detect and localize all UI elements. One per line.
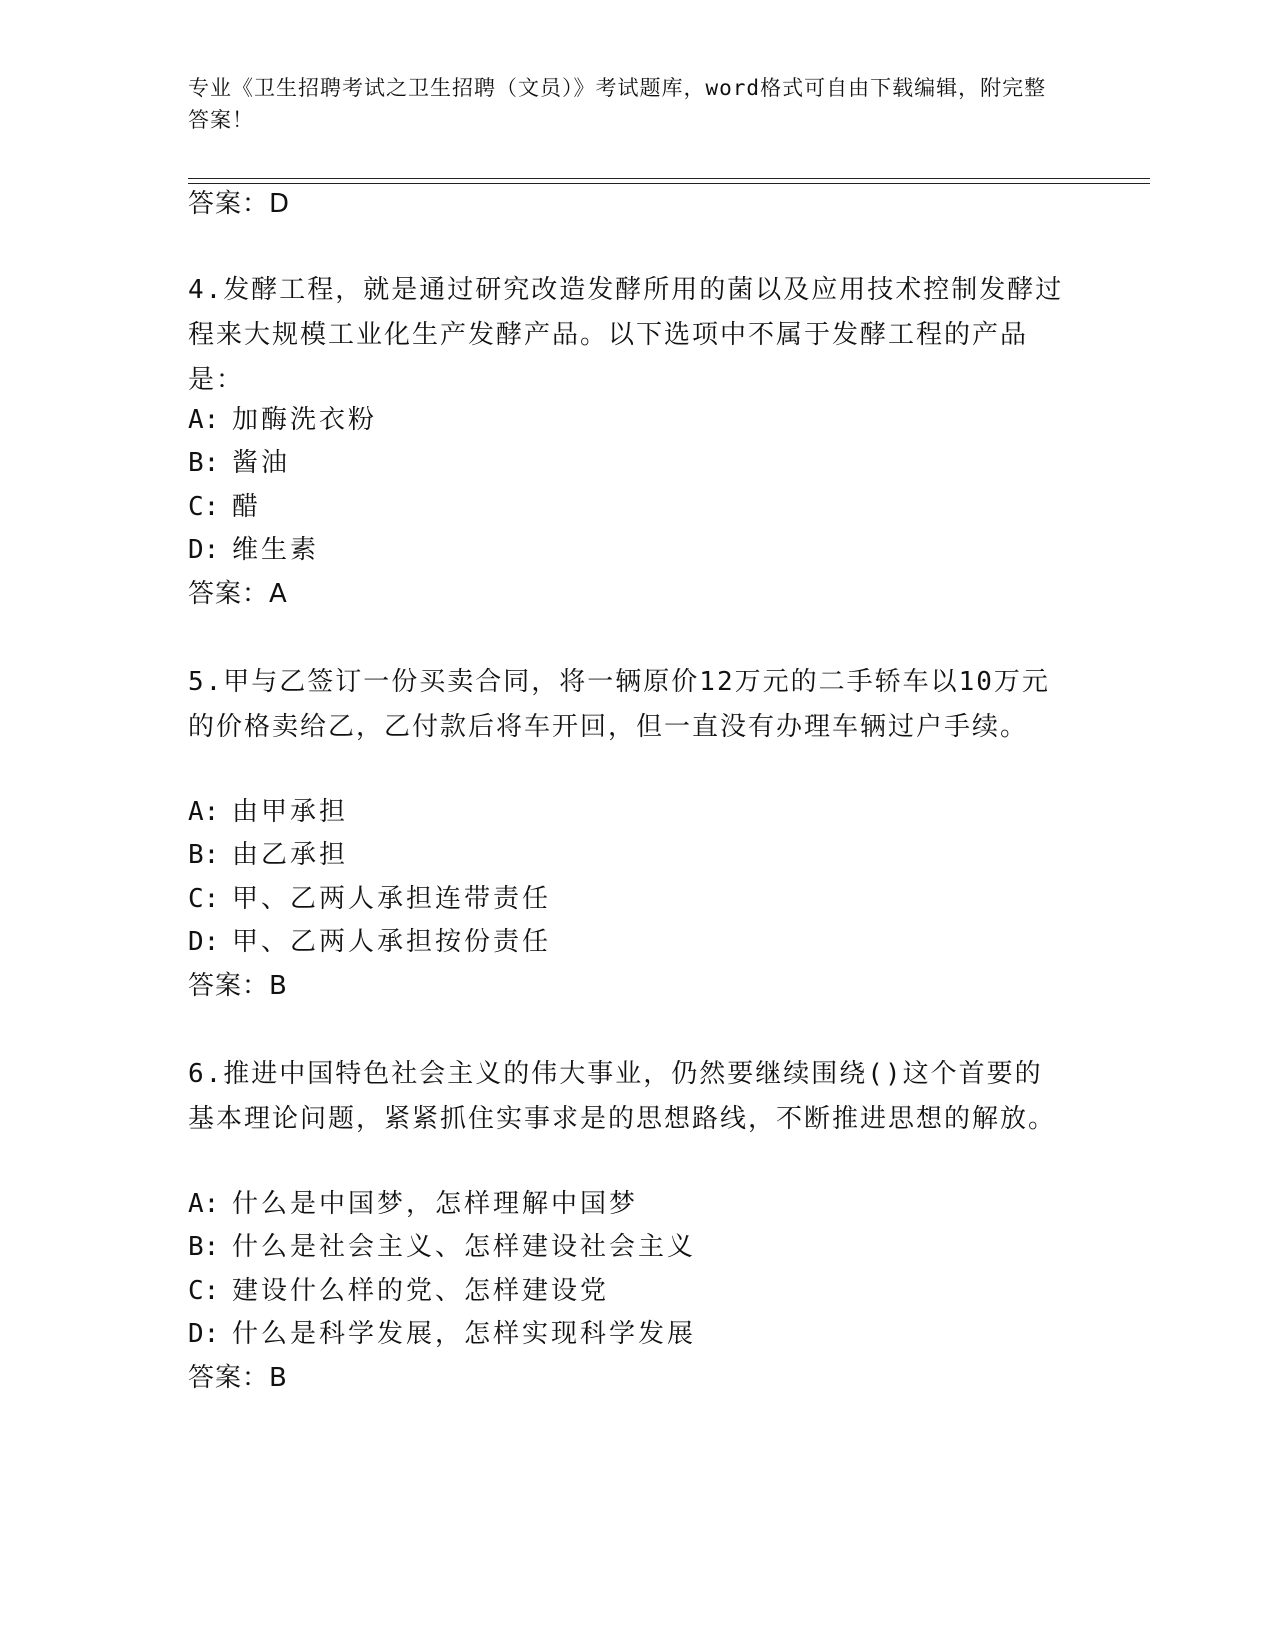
option-letter: B: (188, 840, 220, 870)
header-rule-top (188, 178, 1150, 179)
option-text: 什么是社会主义、怎样建设社会主义 (232, 1232, 697, 1262)
option-letter: B: (188, 1232, 220, 1262)
answer-line-prev (188, 186, 290, 222)
answer-label: 答案： (188, 189, 270, 219)
option-4a (188, 402, 377, 438)
answer-value: B (269, 1363, 288, 1393)
question-stem-4: 4.发酵工程，就是通过研究改造发酵所用的菌以及应用技术控制发酵过程来大规模工业化生产发酵产品。以下选项中不属于发酵工程的产品是： (188, 275, 1064, 395)
option-letter: A: (188, 405, 220, 435)
option-5d (188, 924, 551, 960)
answer-label: 答案： (188, 579, 270, 609)
option-6c (188, 1273, 609, 1309)
option-letter: A: (188, 1189, 220, 1219)
option-letter: A: (188, 797, 220, 827)
option-4b (188, 445, 290, 481)
option-letter: C: (188, 884, 220, 914)
option-4c (188, 489, 261, 525)
option-text: 由甲承担 (232, 797, 349, 827)
option-text: 甲、乙两人承担连带责任 (232, 884, 552, 914)
answer-line-6 (188, 1360, 288, 1396)
answer-line-4 (188, 576, 288, 612)
option-text: 甲、乙两人承担按份责任 (232, 927, 552, 957)
answer-value: A (269, 579, 288, 609)
option-text: 醋 (232, 492, 262, 522)
answer-label: 答案： (188, 971, 270, 1001)
option-text: 由乙承担 (232, 840, 349, 870)
answer-label: 答案： (188, 1363, 270, 1393)
option-letter: B: (188, 448, 220, 478)
option-6a (188, 1186, 638, 1222)
option-text: 维生素 (232, 535, 320, 565)
option-6b (188, 1229, 696, 1265)
document-header: 专业《卫生招聘考试之卫生招聘（文员）》考试题库，word格式可自由下载编辑，附完整答案！ (188, 76, 1047, 132)
option-letter: D: (188, 535, 220, 565)
answer-line-5 (188, 968, 288, 1004)
option-letter: C: (188, 1276, 220, 1306)
header-rule-bottom (188, 183, 1150, 184)
question-stem-5: 5.甲与乙签订一份买卖合同，将一辆原价12万元的二手轿车以10万元的价格卖给乙，乙付款后将车开回，但一直没有办理车辆过户手续。 (188, 667, 1050, 742)
question-stem-6: 6.推进中国特色社会主义的伟大事业，仍然要继续围绕()这个首要的基本理论问题，紧紧抓住实事求是的思想路线，不断推进思想的解放。 (188, 1059, 1057, 1134)
option-4d (188, 532, 319, 568)
option-5c (188, 881, 551, 917)
option-5b (188, 837, 348, 873)
answer-value: D (269, 189, 291, 219)
option-letter: C: (188, 492, 220, 522)
option-text: 建设什么样的党、怎样建设党 (232, 1276, 610, 1306)
answer-value: B (269, 971, 288, 1001)
option-text: 什么是科学发展，怎样实现科学发展 (232, 1319, 697, 1349)
option-text: 酱油 (232, 448, 291, 478)
option-letter: D: (188, 1319, 220, 1349)
option-text: 什么是中国梦，怎样理解中国梦 (232, 1189, 639, 1219)
option-6d (188, 1316, 696, 1352)
option-letter: D: (188, 927, 220, 957)
option-5a (188, 794, 348, 830)
option-text: 加酶洗衣粉 (232, 405, 378, 435)
